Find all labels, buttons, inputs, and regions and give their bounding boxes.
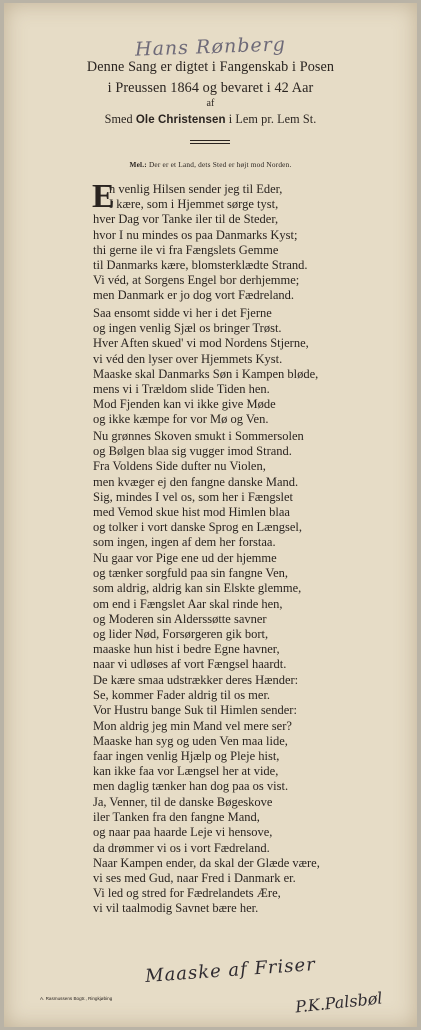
- stanza-3: [93, 429, 304, 551]
- verse-line: hvor I nu mindes os paa Danmarks Kyst;: [93, 227, 298, 242]
- verse-line: Ja, Venner, til de danske Bøgeskove: [93, 795, 273, 809]
- verse-line: men kvæger ej den fangne danske Mand.: [93, 474, 299, 489]
- stanza-2: [93, 306, 318, 428]
- verse-line: og naar paa haarde Leje vi hensove,: [93, 825, 273, 840]
- verse-line: men daglig tænker han dog paa os vist.: [93, 779, 289, 794]
- verse-line: med Vemod skue hist mod Himlen blaa: [93, 504, 290, 519]
- verse-line: og Bølgen blaa sig vugger imod Strand.: [93, 444, 292, 459]
- title-line-3: af: [206, 98, 215, 109]
- verse-line: kan ikke faa vor Længsel her at vide,: [93, 764, 279, 779]
- verse-line: og tolker i vort danske Sprog en Længsel,: [93, 520, 302, 535]
- melody-line: [0, 160, 421, 169]
- verse-line: naar vi udløses af vort Fængsel haardt.: [93, 657, 287, 672]
- verse-line: Maaske han syg og uden Ven maa lide,: [93, 733, 288, 748]
- verse-line: som ingen, ingen af dem her forstaa.: [93, 535, 276, 550]
- printer-imprint: A. Rasmussens Bogtr., Ringkjøbing: [40, 996, 113, 1001]
- verse-line: Se, kommer Fader aldrig til os mer.: [93, 688, 271, 703]
- melody-text: Der er et Land, dets Sted er højt mod Norden.: [146, 160, 292, 169]
- verse-line: Hver Aften skued' vi mod Nordens Stjerne,: [93, 336, 309, 351]
- verse-line: Vi led og stred for Fædrelandets Ære,: [93, 886, 281, 901]
- title-line-1: Denne Sang er digtet i Fangenskab i Posen: [86, 59, 335, 75]
- verse-line: hver Dag vor Tanke iler til de Steder,: [93, 212, 279, 227]
- verse-line: Mon aldrig jeg min Mand vel mere ser?: [93, 718, 292, 733]
- verse-line: vi ses med Gud, naar Fred i Danmark er.: [93, 870, 296, 885]
- handwritten-note-bottom: Maaske af Friser: [144, 954, 317, 987]
- verse-line: faar ingen venlig Hjælp og Pleje hist,: [93, 748, 280, 763]
- verse-line: Mod Fjenden kan vi ikke give Møde: [93, 397, 276, 412]
- stanza-6: [93, 795, 320, 917]
- verse-line: n venlig Hilsen sender jeg til Eder,: [109, 182, 283, 196]
- verse-line: vi véd den lyser over Hjemmets Kyst.: [93, 351, 283, 366]
- verse-line: vi vil taalmodig Savnet bære her.: [93, 901, 259, 916]
- verse-line: iler Tanken fra den fangne Mand,: [93, 810, 260, 825]
- stanza-5: [93, 673, 298, 795]
- melody-label: Mel.:: [129, 160, 147, 169]
- author-prefix: Smed: [104, 112, 136, 126]
- verse-line: og ikke kæmpe for vor Mø og Ven.: [93, 412, 269, 427]
- verse-line: maaske hun hist i bedre Egne havner,: [93, 642, 280, 657]
- author-name: Ole Christensen: [135, 114, 226, 126]
- verse-line: mens vi i Trældom slide Tiden hen.: [93, 381, 270, 396]
- author-suffix: i Lem pr. Lem St.: [225, 112, 317, 126]
- verse-line: Nu grønnes Skoven smukt i Sommersolen: [93, 429, 304, 443]
- verse-line: I kære, som i Hjemmet sørge tyst,: [109, 197, 279, 212]
- verse-line: Vi véd, at Sorgens Engel bor derhjemme;: [93, 273, 300, 288]
- verse-line: om end i Fængslet Aar skal rinde hen,: [93, 596, 283, 611]
- divider-rule: [190, 143, 230, 144]
- verse-line: Naar Kampen ender, da skal der Glæde være,: [93, 855, 320, 870]
- divider-rule: [190, 140, 230, 141]
- verse-line: De kære smaa udstrækker deres Hænder:: [93, 673, 299, 687]
- verse-line: og tænker sorgfuld paa sin fangne Ven,: [93, 566, 288, 581]
- verse-line: thi gerne ile vi fra Fængslets Gemme: [93, 242, 279, 257]
- author-line: [0, 112, 421, 127]
- verse-line: men Danmark er jo dog vort Fædreland.: [93, 288, 294, 303]
- handwritten-signature: P.K.Palsbøl: [294, 988, 384, 1017]
- verse-line: som aldrig, aldrig kan sin Elskte glemme,: [93, 581, 302, 596]
- verse-line: og ingen venlig Sjæl os bringer Trøst.: [93, 321, 282, 336]
- verse-line: Sig, mindes I vel os, som her i Fængslet: [93, 489, 293, 504]
- drop-cap: E: [92, 178, 115, 215]
- verse-line: Vor Hustru bange Suk til Himlen sender:: [93, 703, 297, 718]
- verse-line: Maaske skal Danmarks Søn i Kampen bløde,: [93, 366, 319, 381]
- verse-line: til Danmarks kære, blomsterklædte Strand.: [93, 257, 308, 272]
- verse-line: og Moderen sin Alderssøtte savner: [93, 611, 267, 626]
- verse-line: da drømmer vi os i vort Fædreland.: [93, 840, 270, 855]
- stanza-1: [92, 178, 308, 304]
- stanza-4: [93, 551, 301, 673]
- verse-line: Nu gaar vor Pige ene ud der hjemme: [93, 551, 277, 565]
- title-line-2: i Preussen 1864 og bevaret i 42 Aar: [107, 80, 314, 96]
- verse-line: og lider Nød, Forsørgeren gik bort,: [93, 626, 269, 641]
- verse-line: Saa ensomt sidde vi her i det Fjerne: [93, 306, 272, 320]
- verse-line: Fra Voldens Side dufter nu Violen,: [93, 459, 266, 474]
- handwritten-name-top: Hans Rønberg: [134, 33, 287, 61]
